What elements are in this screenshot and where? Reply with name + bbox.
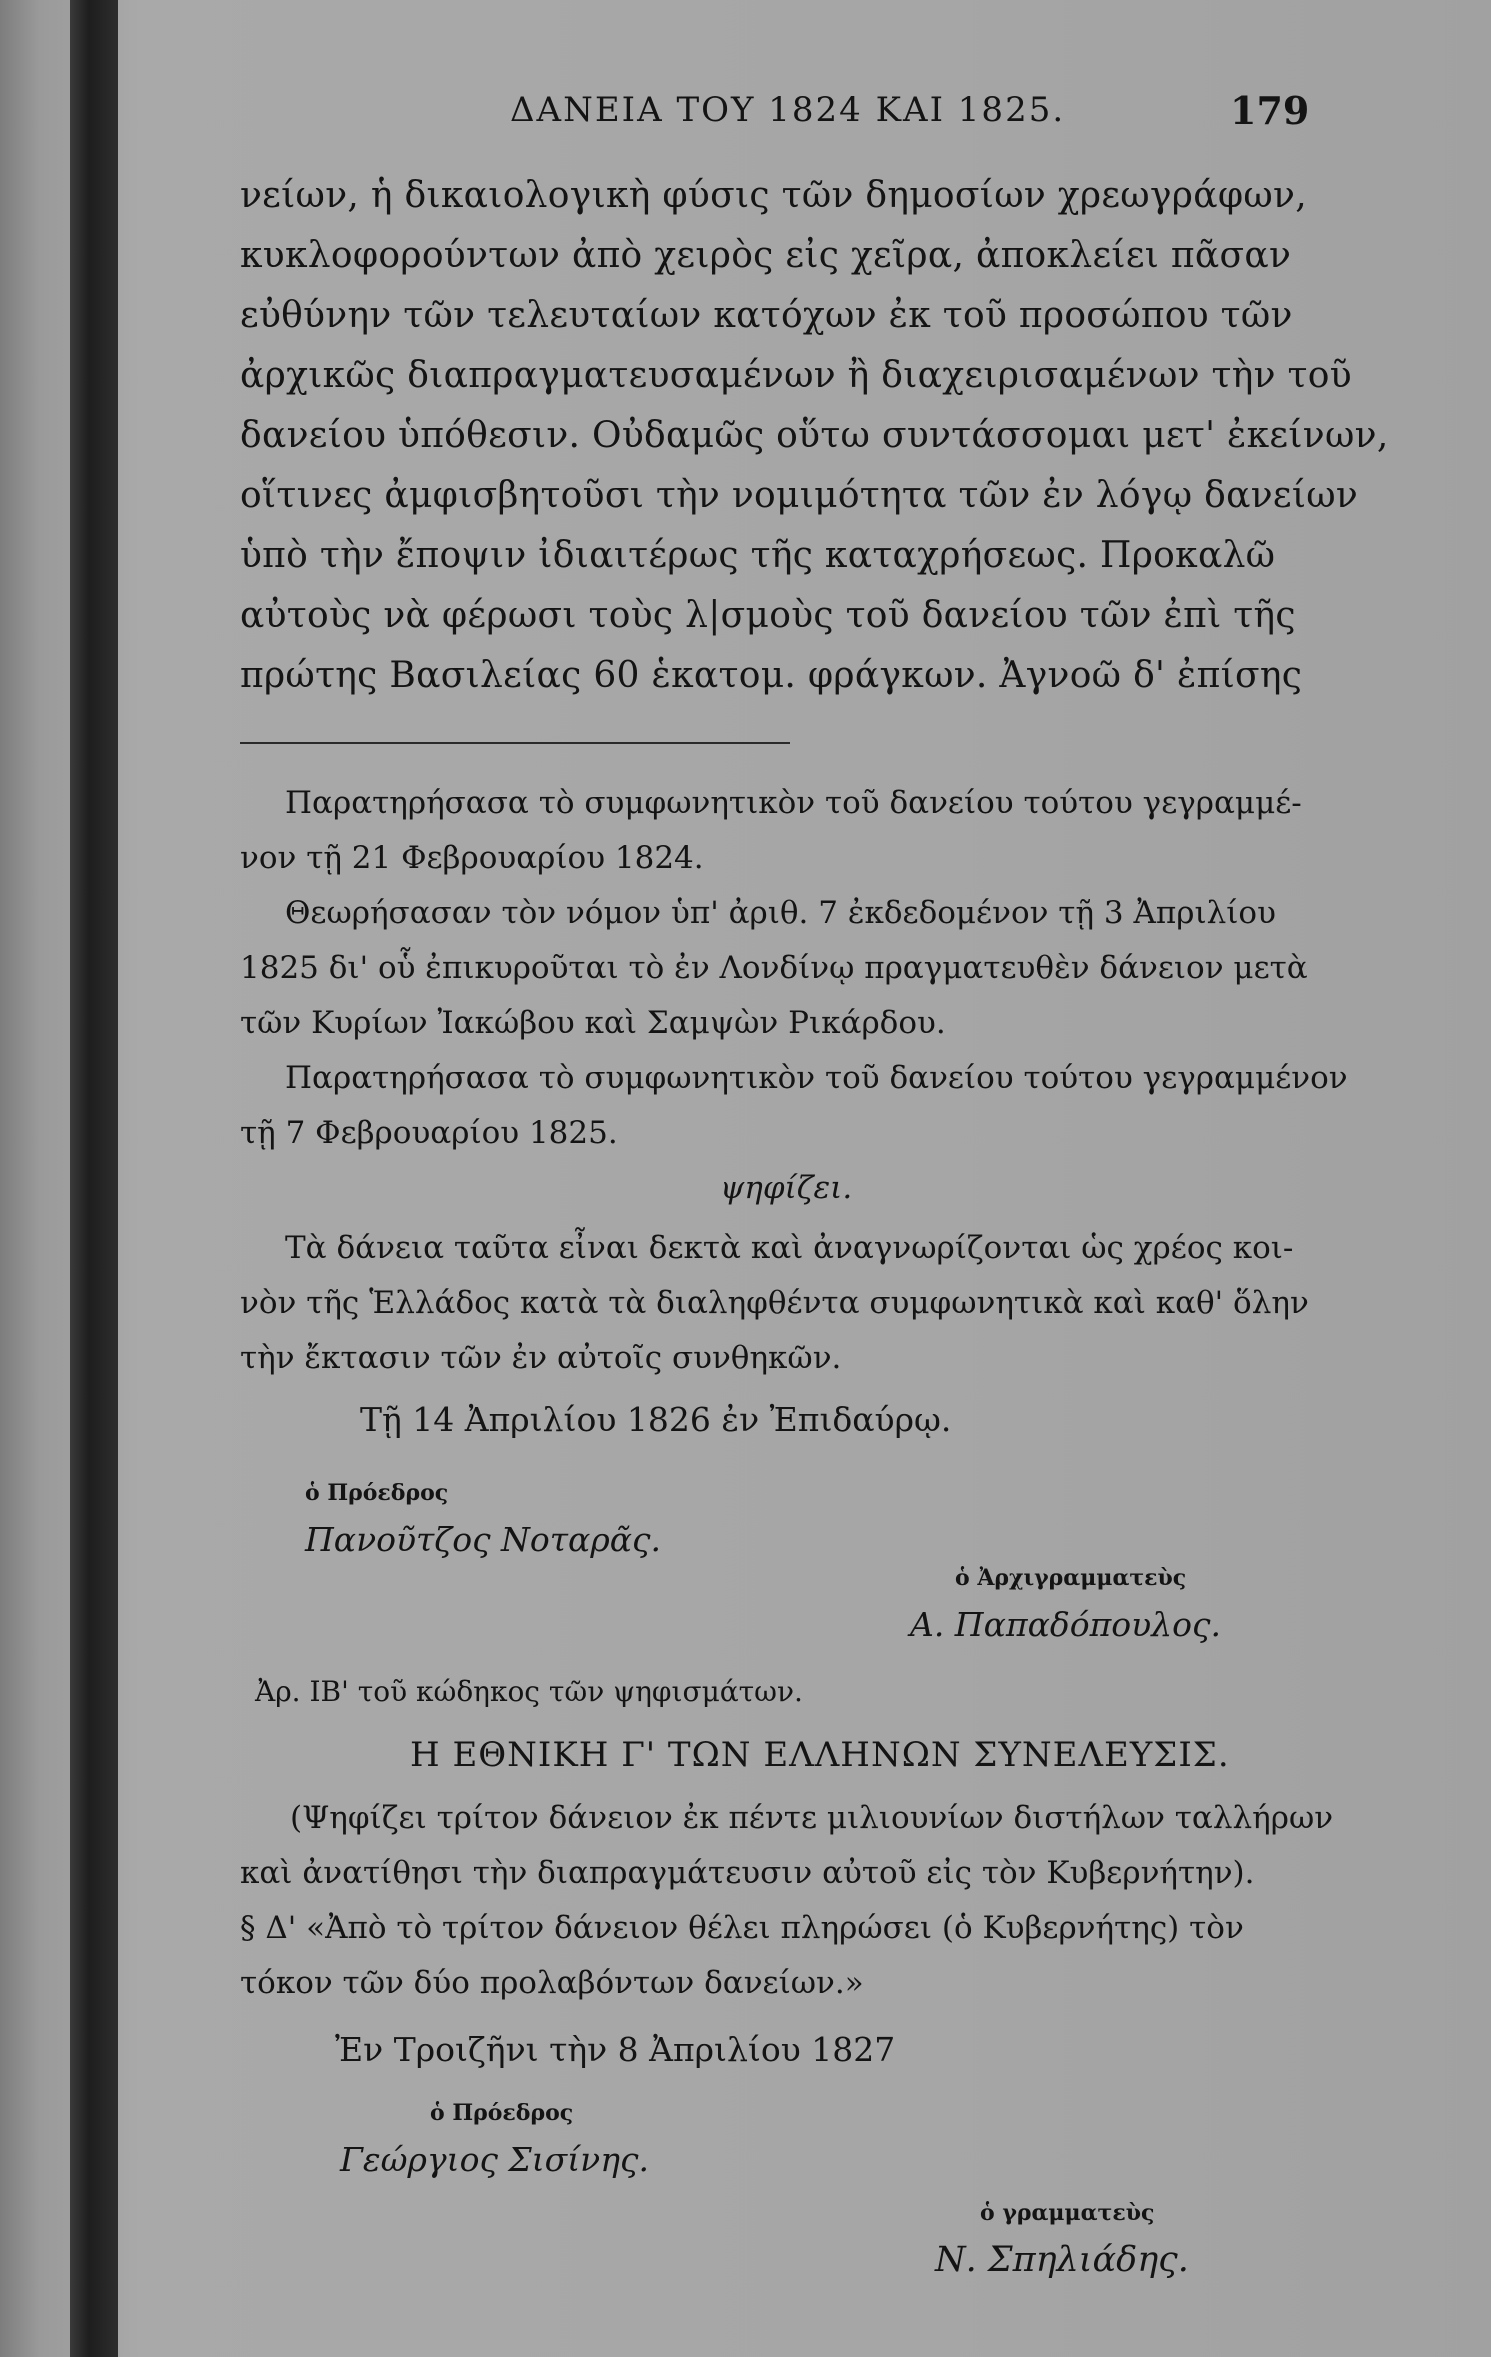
running-title: ΔΑΝΕΙΑ ΤΟΥ 1824 ΚΑΙ 1825. bbox=[510, 90, 1066, 130]
footnote-line: (Ψηφίζει τρίτον δάνειον ἐκ πέντε μιλιουνίων διστήλων ταλλήρων bbox=[290, 1800, 1334, 1836]
page-header bbox=[240, 90, 1340, 140]
footnote-line: Θεωρήσασαν τὸν νόμον ὑπ' ἀριθ. 7 ἐκδεδομένον τῇ 3 Ἀπριλίου bbox=[285, 895, 1276, 931]
body-line: εὐθύνην τῶν τελευταίων κατόχων ἐκ τοῦ προσώπου τῶν bbox=[240, 295, 1293, 336]
body-line: πρώτης Βασιλείας 60 ἑκατομ. φράγκων. Ἀγνοῶ δ' ἐπίσης bbox=[240, 655, 1303, 696]
body-line: αὐτοὺς νὰ φέρωσι τοὺς λ|σμοὺς τοῦ δανείου τῶν ἐπὶ τῆς bbox=[240, 595, 1296, 636]
footnote-line: 1825 δι' οὗ ἐπικυροῦται τὸ ἐν Λονδίνῳ πραγματευθὲν δάνειον μετὰ bbox=[240, 950, 1308, 986]
footnote-line: Τὰ δάνεια ταῦτα εἶναι δεκτὰ καὶ ἀναγνωρίζονται ὡς χρέος κοι- bbox=[285, 1230, 1294, 1266]
assembly-heading: Η ΕΘΝΙΚΗ Γ' ΤΩΝ ΕΛΛΗΝΩΝ ΣΥΝΕΛΕΥΣΙΣ. bbox=[410, 1735, 1230, 1775]
footnote-line: καὶ ἀνατίθησι τὴν διαπραγμάτευσιν αὐτοῦ εἰς τὸν Κυβερνήτην). bbox=[240, 1855, 1255, 1891]
body-line: δανείου ὑπόθεσιν. Οὐδαμῶς οὕτω συντάσσομαι μετ' ἐκείνων, bbox=[240, 415, 1389, 456]
footnote-line: τῇ 7 Φεβρουαρίου 1825. bbox=[240, 1115, 618, 1151]
date-place: Ἐν Τροιζῆνι τὴν 8 Ἀπριλίου 1827 bbox=[335, 2030, 896, 2069]
body-line: ὑπὸ τὴν ἔποψιν ἰδιαιτέρως τῆς καταχρήσεως. Προκαλῶ bbox=[240, 535, 1276, 576]
signatory-name: Πανοῦτζος Νοταρᾶς. bbox=[305, 1520, 661, 1559]
footnote-line: τόκον τῶν δύο προλαβόντων δανείων.» bbox=[240, 1965, 864, 2001]
footnote-line: Παρατηρήσασα τὸ συμφωνητικὸν τοῦ δανείου τούτου γεγραμμέ- bbox=[285, 785, 1302, 821]
resolution-verb: ψηφίζει. bbox=[720, 1170, 853, 1206]
footnote-line: νον τῇ 21 Φεβρουαρίου 1824. bbox=[240, 840, 704, 876]
body-line: ἀρχικῶς διαπραγματευσαμένων ἢ διαχειρισαμένων τὴν τοῦ bbox=[240, 355, 1352, 396]
body-line: νείων, ἡ δικαιολογικὴ φύσις τῶν δημοσίων χρεωγράφων, bbox=[240, 175, 1307, 216]
signatory-title: ὁ Πρόεδρος bbox=[305, 1480, 449, 1506]
footnote-line: νὸν τῆς Ἑλλάδος κατὰ τὰ διαληφθέντα συμφωνητικὰ καὶ καθ' ὅλην bbox=[240, 1285, 1309, 1321]
code-reference: Ἀρ. ΙΒ' τοῦ κώδηκος τῶν ψηφισμάτων. bbox=[255, 1675, 803, 1708]
body-line: οἵτινες ἀμφισβητοῦσι τὴν νομιμότητα τῶν ἐν λόγῳ δανείων bbox=[240, 475, 1359, 516]
footnote-line: § Δ' «Ἀπὸ τὸ τρίτον δάνειον θέλει πληρώσει (ὁ Κυβερνήτης) τὸν bbox=[240, 1910, 1244, 1946]
page-number: 179 bbox=[1230, 88, 1310, 133]
signatory-title: ὁ Πρόεδρος bbox=[430, 2100, 574, 2126]
signatory-name: Γεώργιος Σισίνης. bbox=[340, 2140, 649, 2179]
signatory-name: Α. Παπαδόπουλος. bbox=[910, 1605, 1221, 1644]
footnote-line: τῶν Κυρίων Ἰακώβου καὶ Σαμψὼν Ρικάρδου. bbox=[240, 1005, 946, 1041]
book-binding-shadow bbox=[70, 0, 118, 2357]
signatory-title: ὁ Ἀρχιγραμματεὺς bbox=[955, 1565, 1187, 1591]
signatory-name: Ν. Σπηλιάδης. bbox=[935, 2240, 1189, 2280]
date-place: Τῇ 14 Ἀπριλίου 1826 ἐν Ἐπιδαύρῳ. bbox=[360, 1400, 952, 1439]
footnote-divider bbox=[240, 742, 790, 744]
footnote-line: Παρατηρήσασα τὸ συμφωνητικὸν τοῦ δανείου τούτου γεγραμμένον bbox=[285, 1060, 1348, 1096]
body-line: κυκλοφορούντων ἀπὸ χειρὸς εἰς χεῖρα, ἀποκλείει πᾶσαν bbox=[240, 235, 1292, 276]
signatory-title: ὁ γραμματεὺς bbox=[980, 2200, 1155, 2226]
footnote-line: τὴν ἔκτασιν τῶν ἐν αὐτοῖς συνθηκῶν. bbox=[240, 1340, 842, 1376]
